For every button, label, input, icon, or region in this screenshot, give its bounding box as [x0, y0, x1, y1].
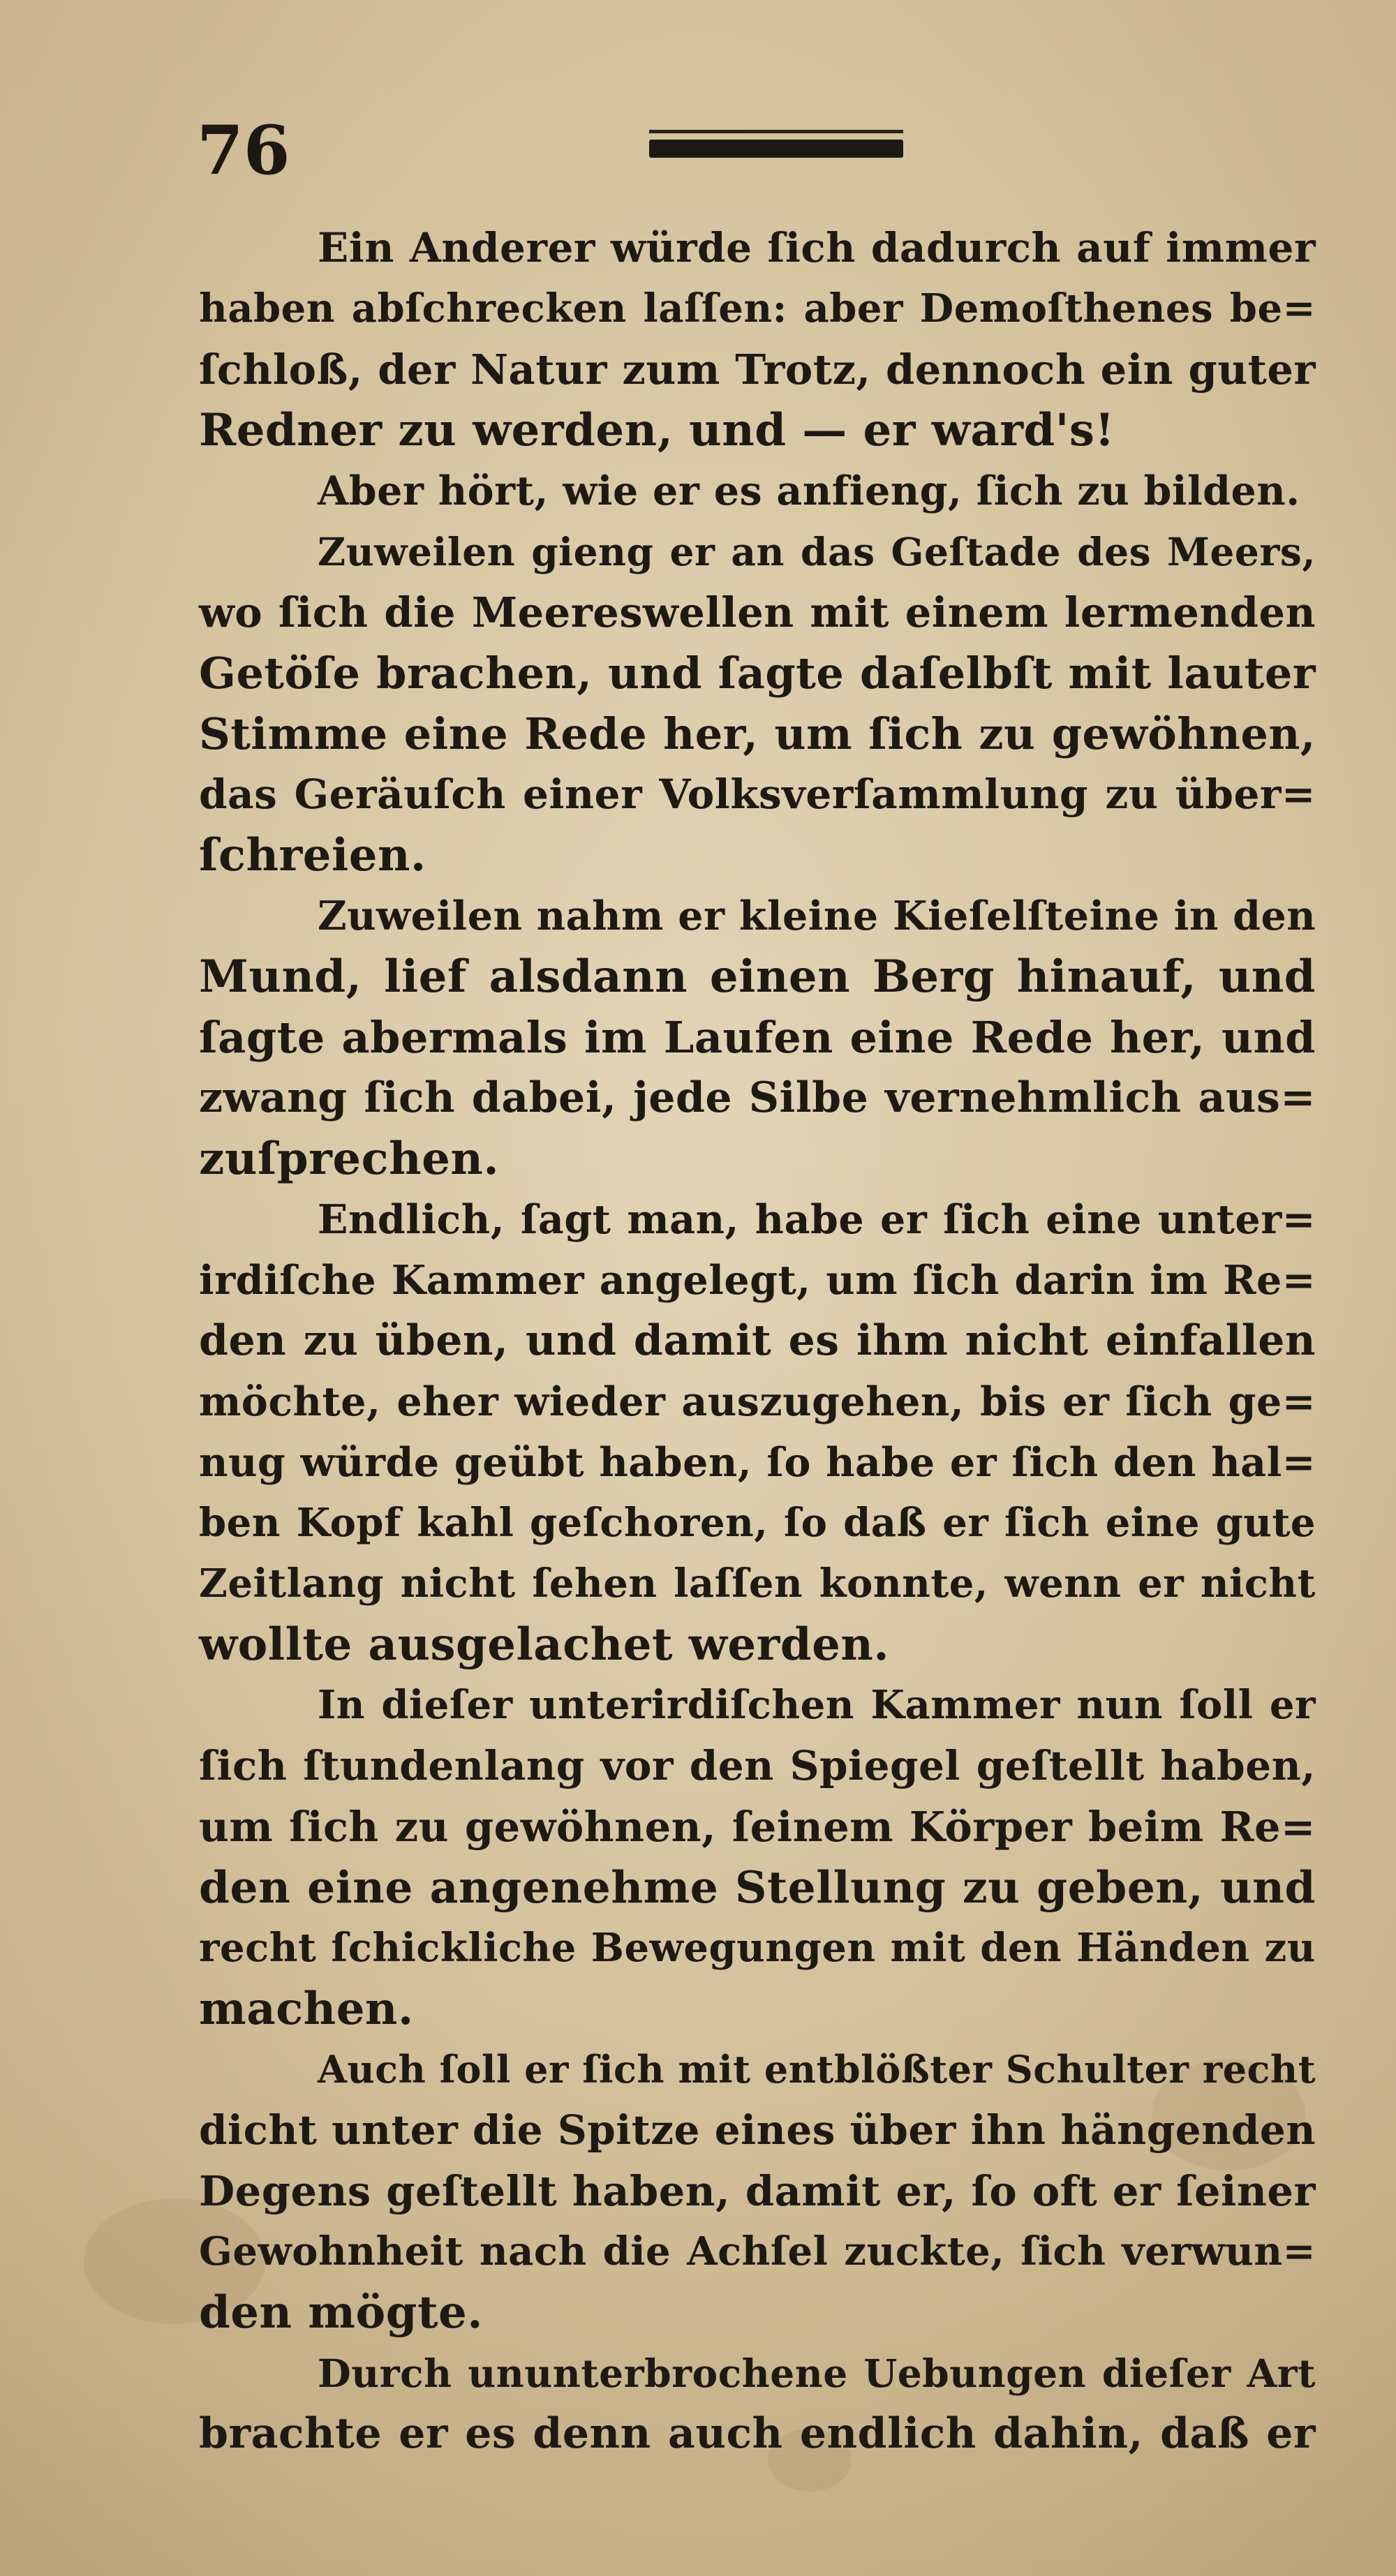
text-line: brachte er es denn auch endlich dahin, daß er: [199, 2409, 1316, 2458]
text-line: das Geräuſch einer Volksverſammlung zu über=: [199, 770, 1316, 818]
text-line: um ſich zu gewöhnen, ſeinem Körper beim Re=: [199, 1803, 1316, 1851]
text-line: nug würde geübt haben, ſo habe er ſich den hal=: [199, 1439, 1316, 1486]
text-line: den zu üben, und damit es ihm nicht einfallen: [199, 1316, 1316, 1365]
header-rule: [649, 140, 903, 158]
text-line: zwang ſich dabei, jede Silbe vernehmlich aus=: [199, 1073, 1316, 1122]
text-line: ſagte abermals im Laufen eine Rede her, und: [199, 1012, 1316, 1063]
text-line: den eine angenehme Stellung zu geben, und: [199, 1861, 1316, 1913]
text-line: Mund, lief alsdann einen Berg hinauf, und: [199, 951, 1316, 1003]
text-line: Zuweilen nahm er kleine Kieſelſteine in den: [318, 893, 1316, 939]
text-line: Zeitlang nicht ſehen laſſen konnte, wenn er nicht: [199, 1561, 1316, 1607]
text-line: dicht unter die Spitze eines über ihn hängenden: [199, 2106, 1316, 2154]
text-line: Stimme eine Rede her, um ſich zu gewöhnen,: [199, 708, 1316, 759]
text-line: Ein Anderer würde ſich dadurch auf immer: [318, 224, 1316, 271]
text-line: Endlich, ſagt man, habe er ſich eine unter=: [318, 1196, 1316, 1243]
text-line: machen.: [199, 1983, 414, 2035]
text-line: irdiſche Kammer angelegt, um ſich darin im Re=: [199, 1257, 1316, 1304]
text-line: ben Kopf kahl geſchoren, ſo daß er ſich eine gute: [199, 1500, 1316, 1546]
text-line: Getöſe brachen, und ſagte daſelbſt mit lauter: [199, 648, 1316, 699]
text-line: ſchloß, der Natur zum Trotz, dennoch ein guter: [199, 345, 1316, 394]
body-text: [199, 218, 1316, 2464]
text-line: haben abſchrecken laſſen: aber Demoſthenes be=: [199, 285, 1316, 332]
text-line: Degens geſtellt haben, damit er, ſo oft er ſeiner: [199, 2167, 1316, 2215]
text-line: Auch ſoll er ſich mit entblößter Schulter recht: [318, 2047, 1316, 2092]
text-line: In dieſer unterirdiſchen Kammer nun ſoll er: [318, 1682, 1316, 1728]
text-line: Redner zu werden, und — er ward's!: [199, 404, 1115, 456]
text-line: den mögte.: [199, 2286, 483, 2339]
text-line: ſich ſtundenlang vor den Spiegel geſtellt haben,: [199, 1742, 1316, 1789]
text-line: wollte ausgelachet werden.: [199, 1618, 890, 1671]
text-line: zuſprechen.: [199, 1133, 500, 1185]
page-number: 76: [197, 111, 290, 190]
text-line: Durch ununterbrochene Uebungen dieſer Art: [318, 2351, 1316, 2396]
text-line: möchte, eher wieder auszugehen, bis er ſich ge=: [199, 1378, 1316, 1425]
text-line: wo ſich die Meereswellen mit einem lermenden: [199, 588, 1316, 636]
text-line: Zuweilen gieng er an das Geſtade des Meers,: [318, 529, 1316, 574]
text-line: ſchreien.: [199, 829, 426, 881]
text-line: recht ſchickliche Bewegungen mit den Händen zu: [199, 1925, 1316, 1971]
text-line: Aber hört, wie er es anfieng, ſich zu bilden.: [318, 468, 1300, 514]
text-line: Gewohnheit nach die Achſel zuckte, ſich verwun=: [199, 2228, 1316, 2275]
